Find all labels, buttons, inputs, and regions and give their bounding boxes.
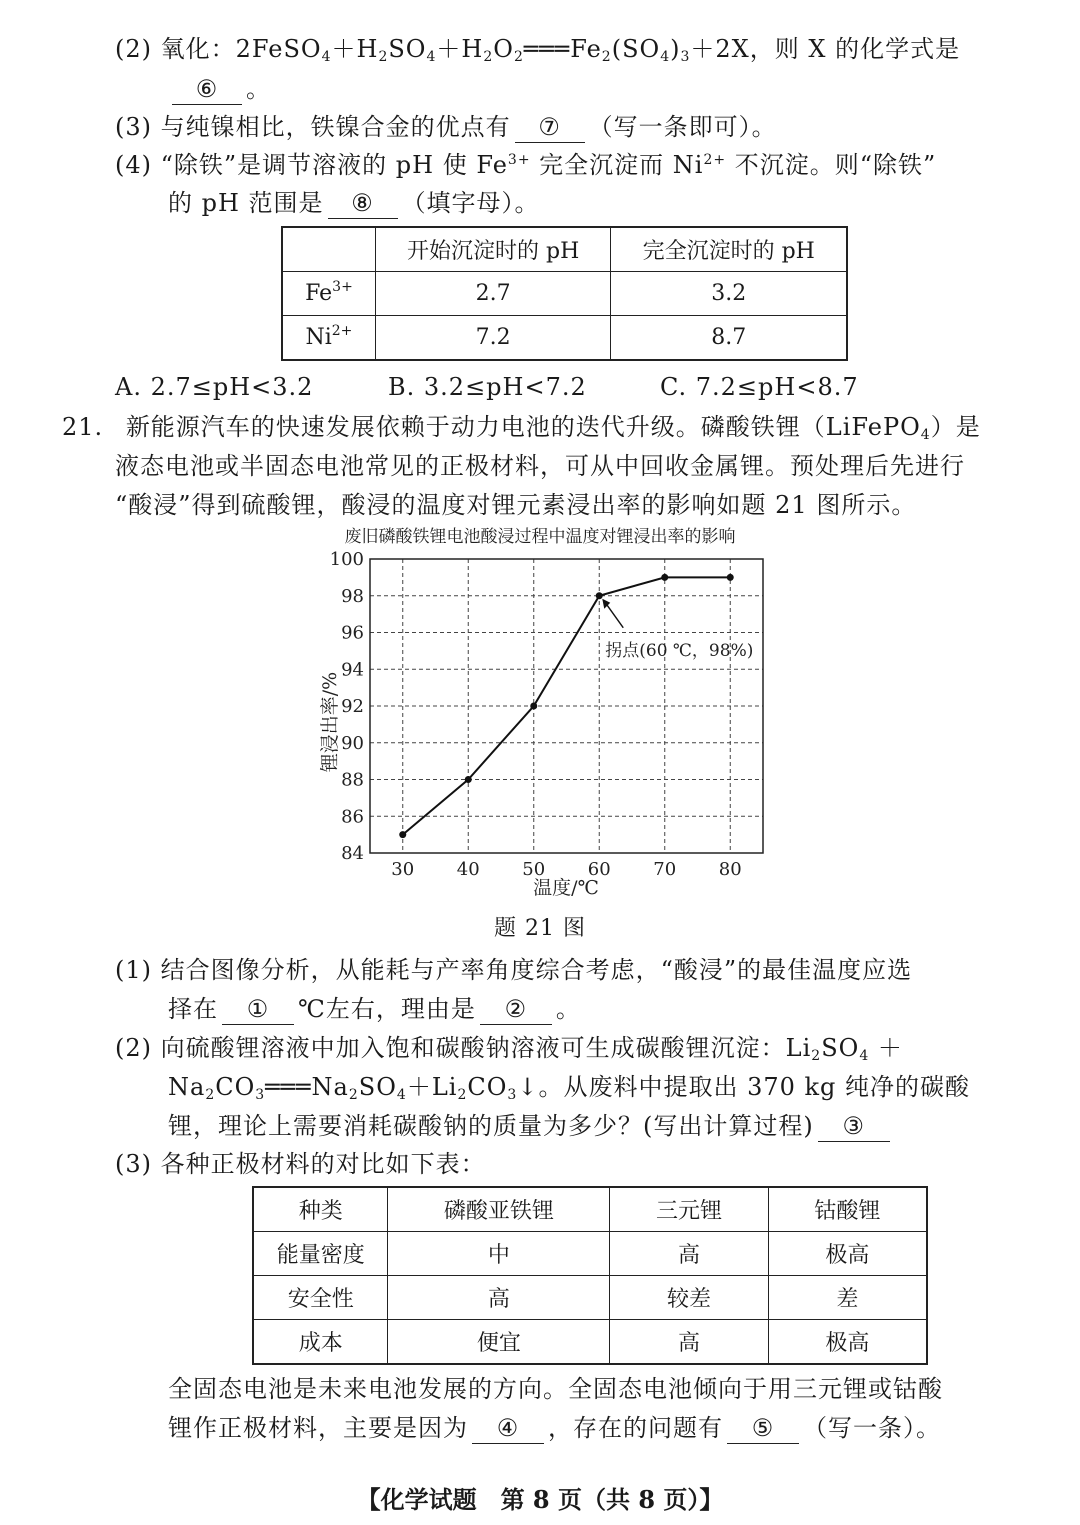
table-row: $Ni^{2+}$ 7.2 8.7 <box>282 316 847 361</box>
y-tick-label: 88 <box>341 769 364 791</box>
table-row: 能量密度 中 高 极高 <box>253 1232 927 1276</box>
q21-intro-line2: 液态电池或半固态电池常见的正极材料，可从中回收金属锂。预处理后先进行 <box>115 452 965 480</box>
answer-blank-4[interactable]: ④ <box>472 1413 544 1444</box>
y-axis-label: 锂浸出率/% <box>319 671 341 773</box>
annotation-label: 拐点(60 ℃，98%) <box>605 640 754 661</box>
data-point <box>530 703 537 710</box>
data-point <box>596 592 603 599</box>
y-tick-label: 84 <box>341 843 364 864</box>
answer-blank-8[interactable]: ⑧ <box>328 188 398 219</box>
chart-grid <box>370 559 763 853</box>
y-tick-label: 96 <box>341 622 364 644</box>
answer-blank-6[interactable]: ⑥ <box>172 74 242 105</box>
x-tick-label: 50 <box>522 859 546 880</box>
q21-part3-line1: 全固态电池是未来电池发展的方向。全固态电池倾向于用三元锂或钴酸 <box>168 1375 943 1403</box>
leaching-rate-chart <box>300 522 780 897</box>
answer-blank-1[interactable]: ① <box>222 994 294 1025</box>
q21-part3-heading: (3) 各种正极材料的对比如下表： <box>115 1150 486 1178</box>
y-tick-label: 98 <box>341 585 364 607</box>
cathode-comparison-table <box>252 1186 928 1365</box>
answer-blank-5[interactable]: ⑤ <box>727 1413 799 1444</box>
q21-part1-line2: 择在 ① ℃左右，理由是 ② 。 <box>168 995 581 1023</box>
x-tick-label: 40 <box>456 859 480 880</box>
q21-intro-line1: 21. 新能源汽车的快速发展依赖于动力电池的迭代升级。磷酸铁锂（LiFePO$_4$）是 <box>62 413 981 443</box>
ph-table <box>281 226 848 361</box>
option-b[interactable]: B. 3.2≤pH<7.2 <box>388 373 587 401</box>
q20-part3: (3) 与纯镍相比，铁镍合金的优点有 ⑦ （写一条即可）。 <box>115 113 777 141</box>
table-row: 开始沉淀时的 pH 完全沉淀时的 pH <box>282 227 847 272</box>
data-point <box>399 831 406 838</box>
page-footer: 【化学试题 第 8 页（共 8 页）】 <box>356 1485 724 1514</box>
q20-part2-line1: (2) 氧化：$2FeSO_4+H_2SO_4+H_2O_2═══Fe_2(SO_4)_3+2X$，则 X 的化学式是 <box>115 35 961 65</box>
x-axis-label: 温度/℃ <box>533 877 599 897</box>
table-row: 种类 磷酸亚铁锂 三元锂 钴酸锂 <box>253 1187 927 1232</box>
table-row: 安全性 高 较差 差 <box>253 1276 927 1320</box>
answer-blank-2[interactable]: ② <box>480 994 552 1025</box>
option-c[interactable]: C. 7.2≤pH<8.7 <box>660 373 859 401</box>
figure-caption: 题 21 图 <box>494 916 586 941</box>
y-tick-label: 94 <box>341 659 364 681</box>
x-tick-label: 80 <box>718 859 742 880</box>
option-a[interactable]: A. 2.7≤pH<3.2 <box>115 373 314 401</box>
data-point <box>727 574 734 581</box>
y-tick-label: 90 <box>341 732 364 754</box>
q20-part2-line2: ⑥ 。 <box>168 72 271 106</box>
q21-part2-line1: (2) 向硫酸锂溶液中加入饱和碳酸钠溶液可生成碳酸锂沉淀：$Li_2SO_4$ ＋ <box>115 1034 903 1064</box>
data-point <box>465 776 472 783</box>
q21-part1-line1: (1) 结合图像分析，从能耗与产率角度综合考虑，“酸浸”的最佳温度应选 <box>115 956 913 984</box>
table-row: $Fe^{3+}$ 2.7 3.2 <box>282 272 847 316</box>
y-tick-label: 92 <box>341 696 364 717</box>
table-row: 成本 便宜 高 极高 <box>253 1320 927 1365</box>
x-tick-label: 60 <box>587 859 611 880</box>
q21-part3-line2: 锂作正极材料，主要是因为 ④ ，存在的问题有 ⑤ （写一条）。 <box>168 1414 941 1442</box>
x-tick-label: 70 <box>653 859 677 880</box>
answer-blank-3[interactable]: ③ <box>818 1111 890 1142</box>
q20-part4-line2: 的 pH 范围是 ⑧ （填字母）。 <box>168 189 540 217</box>
chart-title: 废旧磷酸铁锂电池酸浸过程中温度对锂浸出率的影响 <box>344 527 736 547</box>
y-tick-label: 100 <box>329 549 364 570</box>
q21-intro-line3: “酸浸”得到硫酸锂，酸浸的温度对锂元素浸出率的影响如题 21 图所示。 <box>115 491 917 519</box>
q21-part2-line3: 锂，理论上需要消耗碳酸钠的质量为多少？(写出计算过程) ③ <box>168 1109 894 1143</box>
answer-blank-7[interactable]: ⑦ <box>515 112 585 143</box>
q20-part4-line1: (4) “除铁”是调节溶液的 pH 使 $Fe^{3+}$ 完全沉淀而 $Ni^{2+}$ 不沉淀。则“除铁” <box>115 151 937 179</box>
x-tick-label: 30 <box>391 859 415 880</box>
data-point <box>661 574 668 581</box>
q21-part2-line2: $Na_2CO_3═══Na_2SO_4+Li_2CO_3↓$。从废料中提取出 370 kg 纯净的碳酸 <box>168 1073 971 1103</box>
y-tick-label: 86 <box>341 806 364 828</box>
